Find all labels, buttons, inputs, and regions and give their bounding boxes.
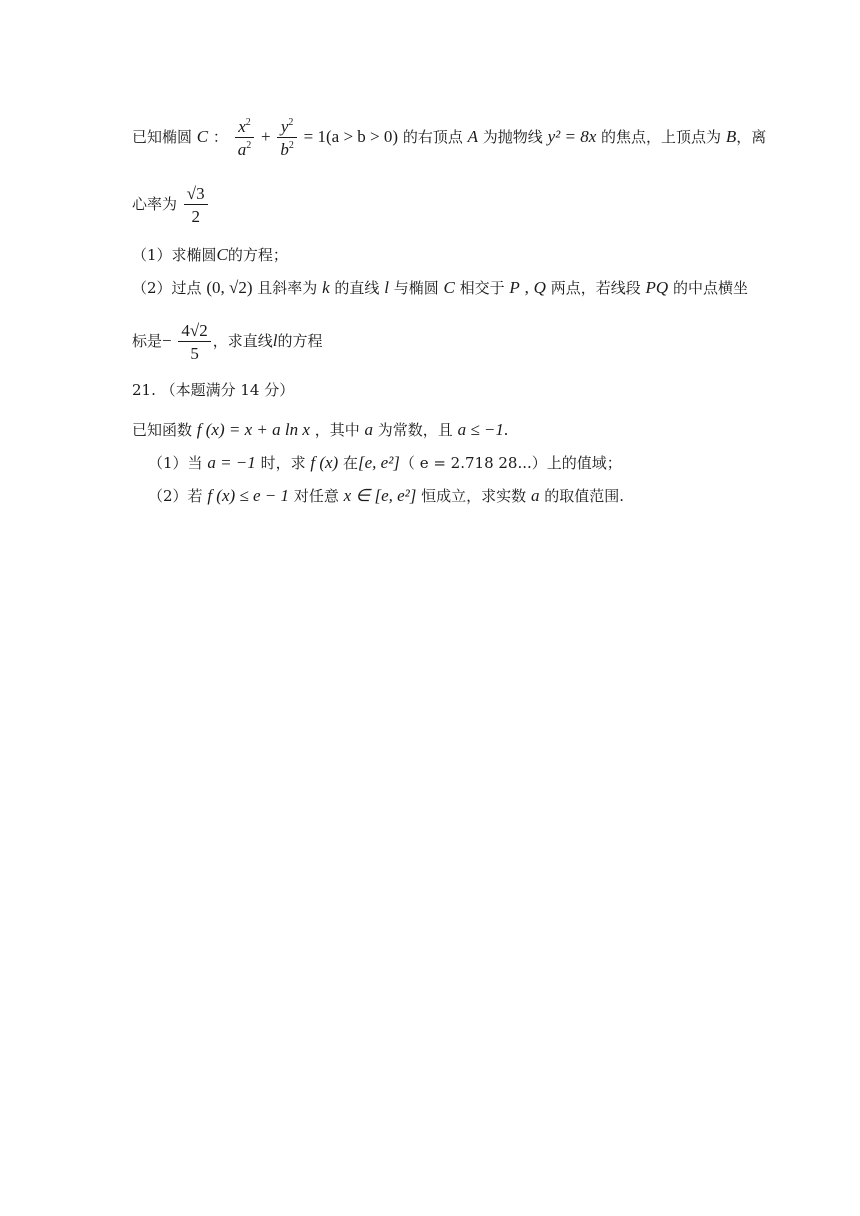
q21-part-2 [148, 487, 624, 504]
q21-p2-x: x ∈ [e, e²] [343, 486, 417, 505]
parabola-equation: y² = 8x [547, 127, 597, 146]
q20-text-1: 已知椭圆 [132, 128, 193, 146]
exp-2: 2 [288, 140, 294, 151]
q21-p1-t3: 在 [342, 454, 358, 472]
eccentricity-fraction [184, 185, 208, 225]
q20-line-1 [132, 118, 766, 158]
q21-header: 21. （本题满分 14 分） [132, 381, 295, 399]
point-A: A [467, 127, 479, 146]
q20-p2-t6: 的中点横坐 [672, 279, 748, 297]
q20-p2-t2: 的直线 [334, 279, 380, 297]
condition: (a > b > 0) [326, 127, 399, 146]
var-a: a [237, 140, 247, 159]
var-x: x [238, 117, 246, 136]
midpoint-x-fraction [178, 322, 210, 362]
ecc-denominator: 2 [191, 207, 200, 226]
q20-p2-label: （2）过点 [132, 279, 202, 297]
fraction-x2-a2 [235, 118, 255, 158]
ellipse-name: C [196, 127, 209, 146]
q21-intro-t4: . [503, 420, 509, 439]
q21-p1-f: f (x) [310, 453, 339, 472]
q20-part-1 [132, 246, 288, 263]
q20-p2-l2: l [272, 331, 278, 350]
var-b: b [280, 140, 289, 159]
q20-p2-t4: 相交于 [459, 279, 505, 297]
q21-p2-t1: （2）若 [148, 487, 203, 505]
q20-p2-PQ: PQ [645, 278, 669, 297]
q20-p2-t5: 两点，若线段 [550, 279, 641, 297]
fraction-y2-b2 [277, 118, 297, 158]
q20-p2-t3: 与椭圆 [393, 279, 439, 297]
q20-p2-Q: Q [533, 278, 546, 297]
midpoint-numerator: 4√2 [178, 322, 210, 342]
q20-p1-C: C [216, 245, 228, 264]
q20-part-2-line-1 [132, 279, 748, 296]
q21-p2-ineq: f (x) ≤ e − 1 [207, 486, 290, 505]
q20-text-5: ，离 [736, 128, 767, 146]
q21-p1-e-val: （ e = 2.718 28...）上的值域； [399, 454, 622, 472]
q21-intro [132, 421, 508, 438]
q21-function: f (x) = x + a ln x [196, 420, 310, 439]
q20-text-3: 为抛物线 [482, 128, 543, 146]
q21-intro-t1: 已知函数 [132, 421, 193, 439]
q21-p1-interval: [e, e²] [358, 453, 400, 472]
q20-p1-label: （1）求椭圆 [132, 246, 217, 264]
q20-p2-t8: ，求直线 [212, 332, 273, 350]
q21-part-1 [148, 454, 622, 471]
q20-p2-k: k [322, 278, 330, 297]
q20-p2-t1: 且斜率为 [257, 279, 318, 297]
q21-p2-a: a [530, 486, 540, 505]
q21-p1-t2: 时，求 [260, 454, 306, 472]
colon: ： [212, 128, 228, 146]
q21-p1-a: a = −1 [207, 453, 256, 472]
q20-p2-minus: − [162, 331, 172, 350]
exp-2: 2 [288, 117, 294, 128]
q21-p1-t1: （1）当 [148, 454, 203, 472]
q21-p2-t2: 对任意 [293, 487, 339, 505]
q20-p2-P: P [509, 278, 520, 297]
ecc-numerator: √3 [184, 185, 208, 205]
q20-p2-C: C [443, 278, 455, 297]
q21-intro-t3: 为常数，且 [377, 421, 453, 439]
midpoint-denominator: 5 [190, 344, 199, 363]
exp-2: 2 [246, 140, 252, 151]
exp-2: 2 [245, 117, 251, 128]
plus-sign: + [261, 127, 271, 146]
q20-text-6: 心率为 [132, 195, 178, 213]
q21-intro-cond: a ≤ −1 [457, 420, 504, 439]
q21-intro-t2: ，其中 [314, 421, 360, 439]
var-y: y [280, 117, 289, 136]
q20-p2-l: l [384, 278, 389, 297]
q21-intro-a: a [364, 420, 373, 439]
q20-p2-comma: , [524, 278, 529, 297]
q20-part-2-line-2 [132, 322, 323, 362]
q21-p2-t4: 的取值范围. [544, 487, 625, 505]
q20-line-2 [132, 185, 210, 225]
point-B: B [725, 127, 737, 146]
equals-one: = 1 [303, 127, 326, 146]
q20-p1-rest: 的方程； [227, 246, 288, 264]
q20-p2-t9: 的方程 [277, 332, 323, 350]
q21-p2-t3: 恒成立，求实数 [421, 487, 527, 505]
q20-text-2: 的右顶点 [402, 128, 463, 146]
q20-p2-point: (0, √2) [206, 278, 253, 297]
q20-p2-t7: 标是 [132, 332, 163, 350]
q20-text-4: 的焦点，上顶点为 [601, 128, 722, 146]
